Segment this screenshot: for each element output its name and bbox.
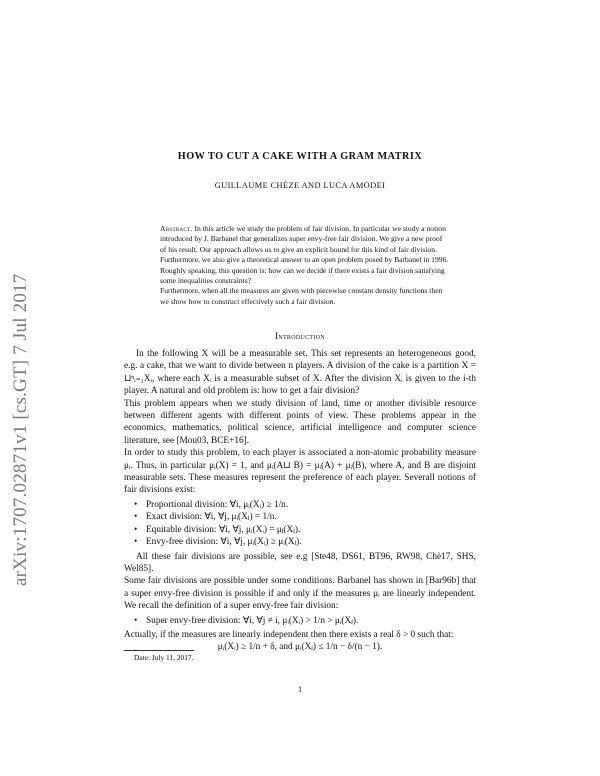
abstract-label: Abstract.	[160, 224, 193, 233]
abstract	[160, 224, 450, 307]
paragraph-2: This problem appears when we study division of land, time or another divisible resource between different agents with different points of view. These problems appear in the economics, mathematics, political science, artificial intelligence and computer science literature, see [Mou03, BCE+16].	[124, 398, 476, 446]
paragraph-5: Some fair divisions are possible under some conditions. Barbanel has shown in [Bar96b] that a super envy-free division is possible if and only if the measures μᵢ are linearly independent. We recall the definition of a super envy-free fair division:	[124, 576, 476, 612]
paper-title: HOW TO CUT A CAKE WITH A GRAM MATRIX	[177, 151, 423, 162]
display-equation: μᵢ(Xᵢ) ≥ 1/n + δ, and μᵢ(Xⱼ) ≤ 1/n − δ/(n − 1).	[217, 642, 383, 653]
list-item: • Super envy-free division: ∀i, ∀j ≠ i, μᵢ(Xᵢ) > 1/n > μᵢ(Xⱼ).	[146, 615, 476, 627]
super-envy-free-list	[124, 615, 476, 627]
footnote-rule	[124, 650, 194, 651]
abstract-text-1: In this article we study the problem of fair division. In particular we study a notion introduced by J. Barbanel that generalizes super envy-free fair division. We give a new proof of his result. Our approach allows us to give an explicit bound for this kind of fair division.	[160, 224, 446, 254]
paper-authors: GUILLAUME CHÈZE AND LUCA AMODEI	[214, 181, 386, 190]
footnote-date: Date: July 11, 2017.	[134, 653, 194, 662]
abstract-paragraph-3: Furthermore, when all the measures are given with piecewise constant density functions then we show how to construct effectively such a fair division.	[160, 286, 443, 306]
abstract-paragraph-2: Furthermore, we also give a theoretical answer to an open problem posed by Barbanel in 1996. Roughly speaking, this question is: how can we decide if there exists a fair division satisfying some inequalities constraints?	[160, 255, 449, 286]
list-item: • Envy-free division: ∀i, ∀j, μᵢ(Xᵢ) ≥ μᵢ(Xⱼ).	[146, 536, 476, 548]
paragraph-4: All these fair divisions are possible, see e.g [Ste48, DS61, BT96, RW98, Chè17, SHS, Wel85].	[124, 551, 476, 574]
abstract-paragraph-1	[160, 224, 450, 255]
paragraph-3: In order to study this problem, to each player is associated a non-atomic probability measure μᵢ. Thus, in particular μᵢ(X) = 1, and μᵢ(A⊔ B) = μᵢ(A) + μᵢ(B), where A, and B are disjoint measurable sets. These measures represent the preference of each player. Severall notions of fair divisions exist:	[124, 448, 476, 496]
body-text	[124, 348, 476, 654]
section-title-introduction: Introduction	[275, 331, 325, 341]
list-item: • Proportional division: ∀i, μᵢ(Xᵢ) ≥ 1/n.	[146, 499, 476, 511]
paragraph-1: In the following X will be a measurable set. This set represents an heterogeneous good, e.g. a cake, that we want to divide between n players. A division of the cake is a partition X = ⊔ⁿᵢ₌₁Xᵢ, where each Xᵢ is a measurable subset of X. After the division Xᵢ is given to the i-th player. A natural and old problem is: how to get a fair division?	[124, 349, 476, 397]
list-item: • Exact division: ∀i, ∀j, μᵢ(Xⱼ) = 1/n.	[146, 511, 476, 523]
page-number: 1	[297, 685, 303, 694]
arxiv-stamp: arXiv:1707.02871v1 [cs.GT] 7 Jul 2017	[10, 273, 31, 586]
fair-division-list	[124, 499, 476, 549]
list-item: • Equitable division: ∀i, ∀j, μᵢ(Xᵢ) = μⱼ(Xⱼ).	[146, 524, 476, 536]
paragraph-6: Actually, if the measures are linearly independent then there exists a real δ > 0 such that:	[124, 629, 454, 640]
